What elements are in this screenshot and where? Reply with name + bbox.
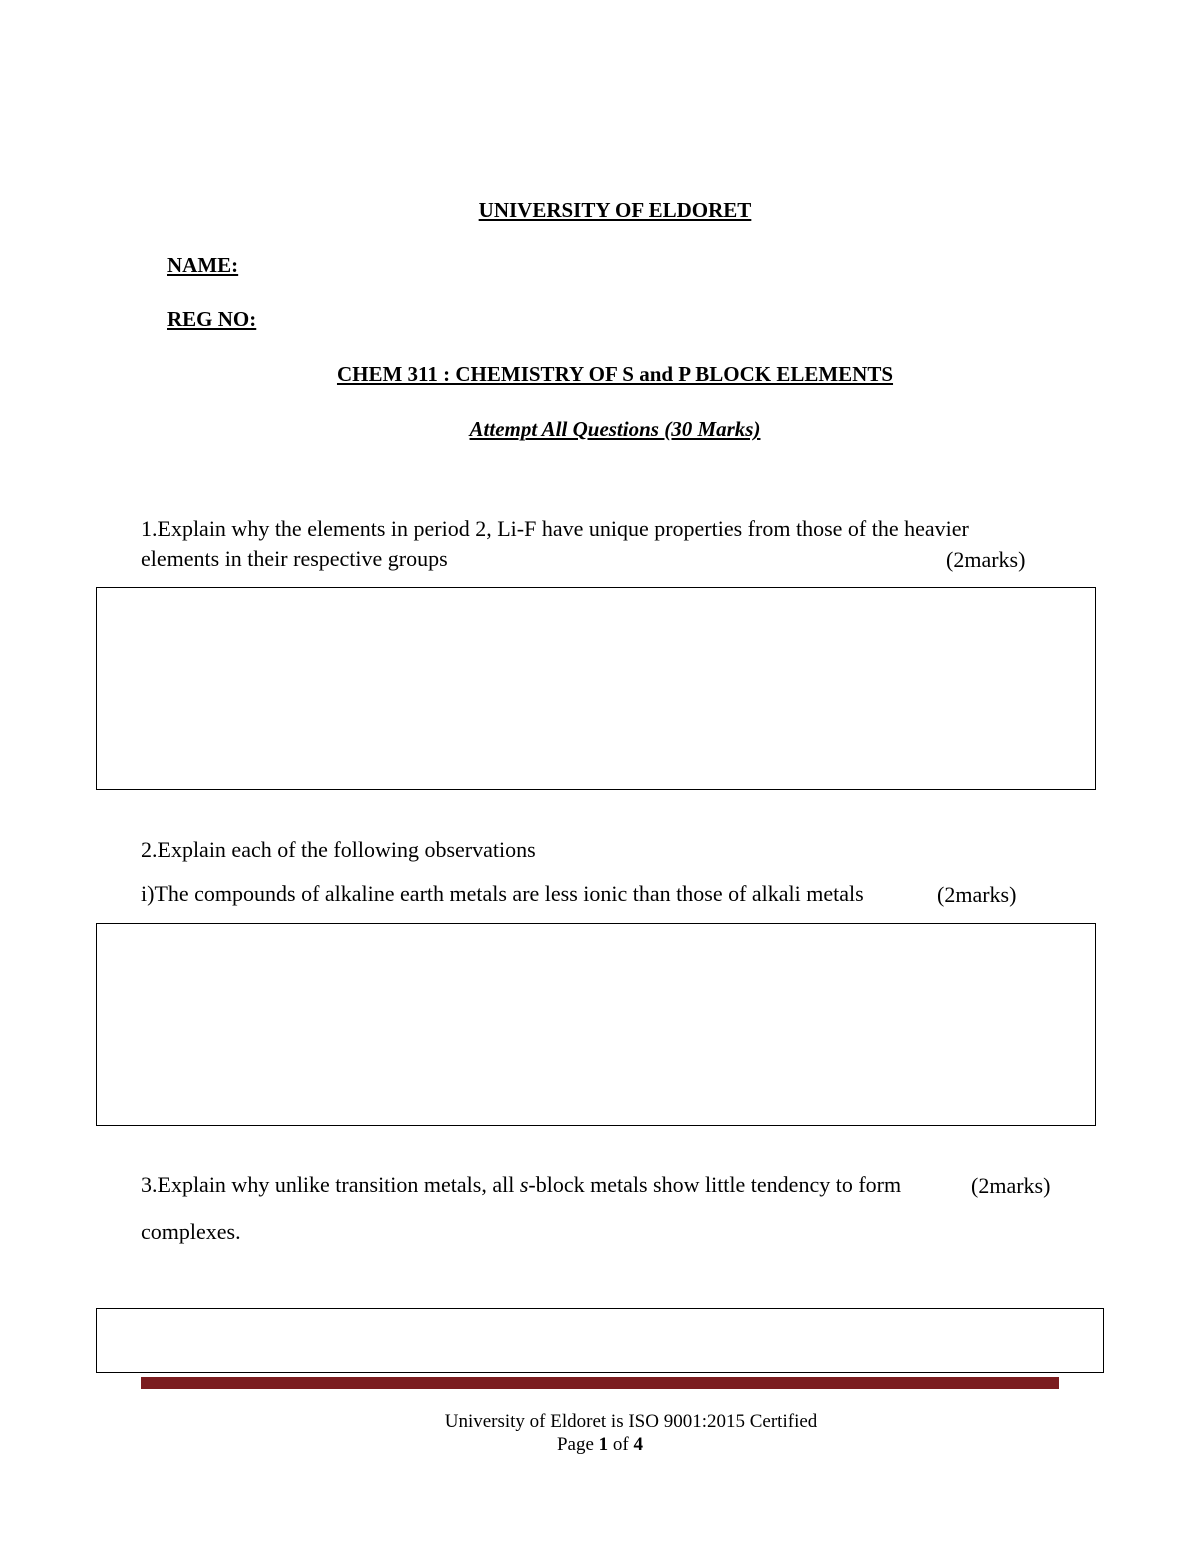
page-prefix: Page <box>556 1434 599 1455</box>
page-total: 4 <box>633 1434 643 1455</box>
question-3-s-italic: s <box>519 1172 529 1197</box>
question-3-answer-box[interactable] <box>96 1308 1104 1373</box>
question-2-marks: (2marks) <box>937 882 1017 907</box>
exam-instruction: Attempt All Questions (30 Marks) <box>469 417 761 441</box>
question-3-text-pre: 3.Explain why unlike transition metals, all <box>141 1172 520 1197</box>
question-3-text-line2: complexes. <box>141 1219 241 1244</box>
university-title: UNIVERSITY OF ELDORET <box>478 198 752 222</box>
question-1-marks: (2marks) <box>946 547 1026 572</box>
question-1-text-line2: elements in their respective groups <box>141 546 448 571</box>
footer-page-number <box>0 1434 1200 1456</box>
question-3-text-line1 <box>141 1170 901 1200</box>
question-3-marks: (2marks) <box>971 1173 1051 1198</box>
footer-divider-bar <box>141 1377 1059 1389</box>
page-current: 1 <box>598 1434 609 1455</box>
question-1-text-line1: 1.Explain why the elements in period 2, Li-F have unique properties from those of the heavier <box>141 516 969 541</box>
page-of: of <box>608 1434 634 1455</box>
reg-no-label: REG NO: <box>167 307 257 331</box>
footer-certification: University of Eldoret is ISO 9001:2015 Certified <box>444 1411 818 1432</box>
question-2-answer-box[interactable] <box>96 923 1096 1126</box>
question-1-answer-box[interactable] <box>96 587 1096 790</box>
name-label: NAME: <box>167 253 239 277</box>
course-title: CHEM 311 : CHEMISTRY OF S and P BLOCK ELEMENTS <box>336 362 894 386</box>
question-3-text-post: -block metals show little tendency to form <box>528 1172 902 1197</box>
question-2-intro: 2.Explain each of the following observations <box>141 837 536 862</box>
question-2-subquestion: i)The compounds of alkaline earth metals are less ionic than those of alkali metals <box>141 881 864 906</box>
